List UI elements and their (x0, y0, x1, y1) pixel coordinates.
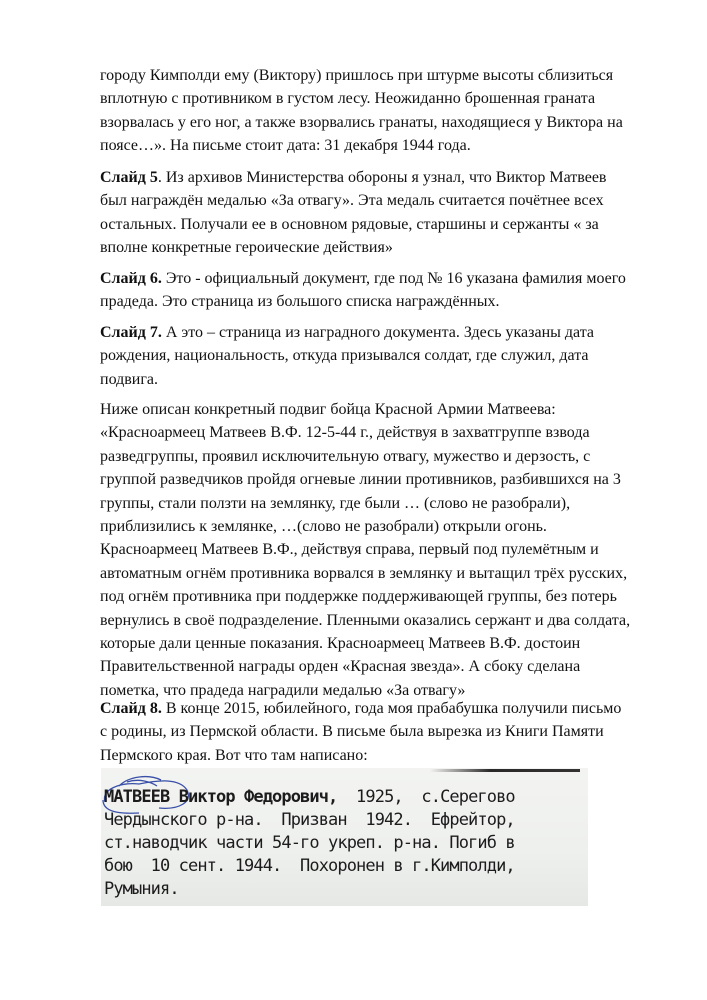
text-line: поясе…». На письме стоит дата: 31 декабря 1944 года. (100, 137, 471, 155)
clipping-birth-place: 1925, с.Серегово (337, 787, 515, 807)
text-line: автоматным огнём противника ворвался в землянку и вытащил трёх русских, (100, 564, 628, 582)
text-line: городу Кимполди ему (Виктору) пришлось при штурме высоты сблизиться (100, 67, 614, 84)
clipping-line: Румыния. (104, 879, 179, 899)
text-line: группы, стали ползти на землянку, где были … (слово не разобрали), (100, 494, 571, 512)
text-line: Это - официальный документ, где под № 16 указана фамилия моего (161, 270, 626, 287)
text-line: Красноармеец Матвеев В.Ф., действуя справа, первый под пулемётным и (100, 541, 599, 559)
clipping-text (104, 786, 586, 901)
text-line: разведгруппы, проявил исключительную отвагу, мужество и дерзость, с (100, 447, 591, 465)
text-line: Пермского края. Вот что там написано: (100, 746, 368, 764)
slide-label: Слайд 8. (100, 700, 162, 717)
paragraph-letter-quote (100, 64, 700, 158)
slide-label: Слайд 5 (100, 169, 158, 186)
text-line: был награждён медалью «За отвагу». Эта медаль считается почётнее всех (100, 192, 604, 210)
paragraph-slide-7 (100, 321, 700, 391)
text-line: . Из архивов Министерства обороны я узнал, что Виктор Матвеев (157, 169, 607, 186)
clipping-line: ст.наводчик части 54-го укреп. р-на. Погиб в (104, 833, 515, 853)
clipping-edge-rule (430, 769, 580, 772)
text-line: вплотную с противником в густом лесу. Неожиданно брошенная граната (100, 90, 596, 108)
text-line: пометка, что прадеда наградили медалью «За отвагу» (100, 681, 466, 699)
memory-book-clipping-image (101, 768, 588, 906)
text-line: с родины, из Пермской области. В письме была вырезка из Книги Памяти (100, 723, 604, 741)
paragraph-slide-8 (100, 697, 700, 767)
text-line: группой разведчиков пройдя огневые линии противников, разбившихся на 3 (100, 471, 621, 489)
slide-label: Слайд 7. (100, 324, 162, 341)
clipping-surname: МАТВЕЕВ (104, 787, 170, 807)
text-line: Правительственной награды орден «Красная звезда». А сбоку сделана (100, 658, 581, 676)
text-line: подвига. (100, 370, 159, 388)
clipping-name: Виктор Федорович, (169, 787, 338, 807)
text-line: Ниже описан конкретный подвиг бойца Красной Армии Матвеева: (100, 401, 556, 418)
text-line: приблизились к землянке, …(слово не разобрали) открыли огонь. (100, 518, 547, 536)
paragraph-slide-6 (100, 267, 700, 314)
text-line: которые дали ценные показания. Красноармеец Матвеев В.Ф. достоин (100, 635, 581, 653)
slide-label: Слайд 6. (100, 270, 162, 287)
paragraph-feat-description (100, 398, 700, 702)
paragraph-slide-5 (100, 166, 700, 260)
text-line: вернулись в своё подразделение. Пленными оказались сержант и два солдата, (100, 611, 631, 629)
text-line: А это – страница из наградного документа. Здесь указаны дата (161, 324, 594, 341)
clipping-line: бою 10 сент. 1944. Похоронен в г.Кимполди, (104, 856, 515, 876)
text-line: В конце 2015, юбилейного, года моя прабабушка получили письмо (161, 700, 622, 717)
clipping-line: Чердынского р-на. Призван 1942. Ефрейтор, (104, 810, 515, 830)
text-line: прадеда. Это страница из большого списка награждённых. (100, 293, 500, 311)
text-line: взорвалась у его ног, а также взорвались гранаты, находящиеся у Виктора на (100, 113, 623, 131)
text-line: остальных. Получали ее в основном рядовые, старшины и сержанты « за (100, 215, 599, 233)
text-line: под огнём противника при поддержке поддерживающей группы, без потерь (100, 588, 617, 606)
text-line: рождения, национальность, откуда призывался солдат, где служил, дата (100, 347, 589, 365)
text-line: «Красноармеец Матвеев В.Ф. 12-5-44 г., действуя в захватгруппе взвода (100, 424, 590, 442)
text-line: вполне конкретные героические действия» (100, 239, 393, 257)
